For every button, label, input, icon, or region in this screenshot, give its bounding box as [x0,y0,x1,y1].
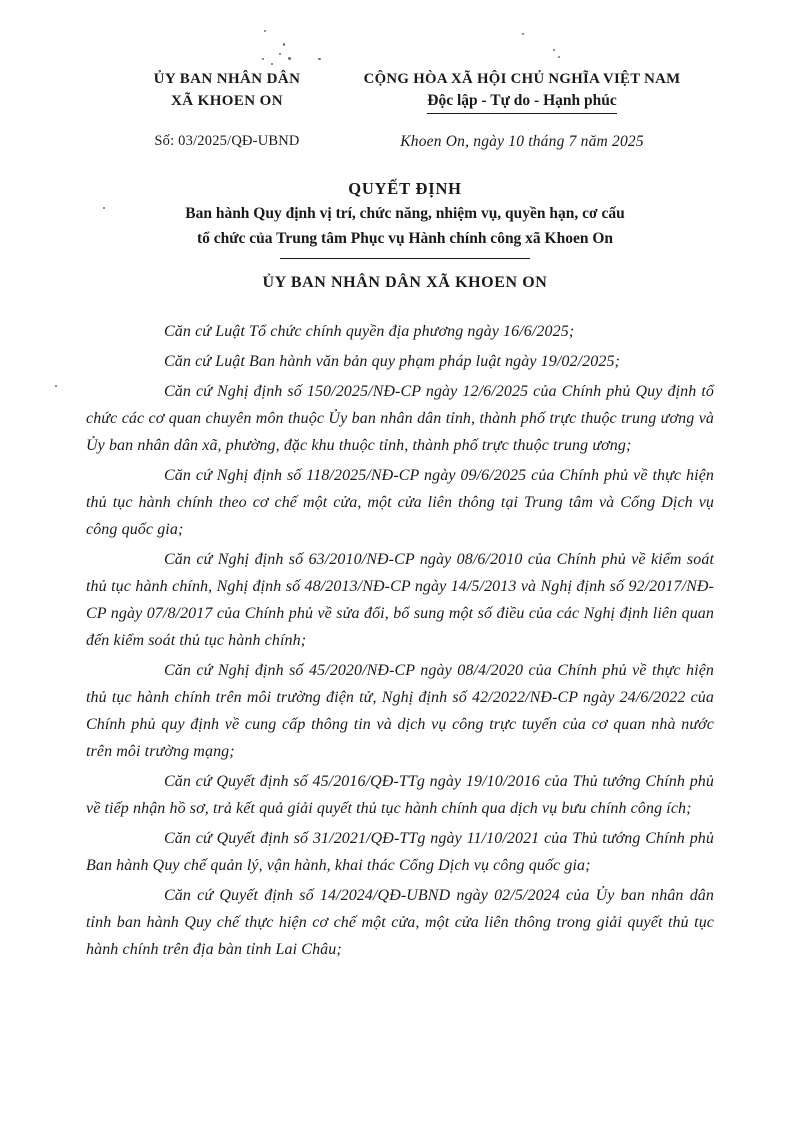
legal-basis-paragraph: Căn cứ Nghị định số 150/2025/NĐ-CP ngày 12/6/2025 của Chính phủ Quy định tổ chức các cơ quan chuyên môn thuộc Ủy ban nhân dân tỉnh, thành phố trực thuộc trung ương và Ủy ban nhân dân xã, phường, đặc khu thuộc tỉnh, thành phố trực thuộc trung ương; [86,383,714,454]
scan-speck [283,43,285,46]
legal-basis-paragraph: Căn cứ Luật Tổ chức chính quyền địa phương ngày 16/6/2025; [164,323,575,340]
legal-basis-paragraph: Căn cứ Luật Ban hành văn bản quy phạm pháp luật ngày 19/02/2025; [164,353,620,370]
legal-basis-paragraph: Căn cứ Nghị định số 118/2025/NĐ-CP ngày 09/6/2025 của Chính phủ về thực hiện thủ tục hành chính theo cơ chế một cửa, một cửa liên thông tại Trung tâm và Cổng Dịch vụ công quốc gia; [86,467,714,538]
title-block [60,177,750,259]
issuer-heading: ỦY BAN NHÂN DÂN XÃ KHOEN ON [262,274,548,291]
place-date-line: Khoen On, ngày 10 tháng 7 năm 2025 [400,133,644,150]
national-motto: Độc lập - Tự do - Hạnh phúc [427,90,616,114]
legal-basis-paragraph: Căn cứ Quyết định số 45/2016/QĐ-TTg ngày 19/10/2016 của Thủ tướng Chính phủ về tiếp nhận hồ sơ, trả kết quả giải quyết thủ tục hành chính qua dịch vụ bưu chính công ích; [86,773,714,817]
title-divider [280,258,530,259]
legal-basis-paragraph: Căn cứ Quyết định số 14/2024/QĐ-UBND ngày 02/5/2024 của Ủy ban nhân dân tỉnh ban hành Quy chế thực hiện cơ chế một cửa, một cửa liên thông trong giải quyết thủ tục hành chính trên địa bàn tỉnh Lai Châu; [86,887,714,958]
scan-speck [522,33,524,35]
legal-basis-paragraph: Căn cứ Nghị định số 45/2020/NĐ-CP ngày 08/4/2020 của Chính phủ về thực hiện thủ tục hành chính trên môi trường điện tử, Nghị định số 42/2022/NĐ-CP ngày 24/6/2022 của Chính phủ quy định về cung cấp thông tin và dịch vụ công trực tuyến của cơ quan nhà nước trên môi trường mạng; [86,662,714,760]
national-header-block [336,68,708,151]
scan-speck [262,58,264,60]
issuing-agency-block [108,68,346,150]
issuing-agency-line1: ỦY BAN NHÂN DÂN [153,71,301,87]
scan-speck [55,385,57,387]
scan-speck [264,30,266,32]
document-subtitle-line1: Ban hành Quy định vị trí, chức năng, nhiệm vụ, quyền hạn, cơ cấu [185,205,625,222]
scan-speck [558,56,560,58]
paragraphs [86,318,714,966]
document-type-title: QUYẾT ĐỊNH [348,179,462,198]
scan-speck [553,49,555,51]
scan-speck [288,57,291,60]
legal-basis-paragraph: Căn cứ Nghị định số 63/2010/NĐ-CP ngày 08/6/2010 của Chính phủ về kiểm soát thủ tục hành chính, Nghị định số 48/2013/NĐ-CP ngày 14/5/2013 và Nghị định số 92/2017/NĐ-CP ngày 07/8/2017 của Chính phủ về sửa đổi, bổ sung một số điều của các Nghị định liên quan đến kiểm soát thủ tục hành chính; [86,551,714,649]
national-name: CỘNG HÒA XÃ HỘI CHỦ NGHĨA VIỆT NAM [363,71,681,87]
issuing-agency-line2: XÃ KHOEN ON [171,93,283,109]
document-number: Số: 03/2025/QĐ-UBND [154,133,300,149]
scan-speck [279,53,281,55]
legal-basis-paragraph: Căn cứ Quyết định số 31/2021/QĐ-TTg ngày 11/10/2021 của Thủ tướng Chính phủ Ban hành Quy chế quản lý, vận hành, khai thác Cổng Dịch vụ công quốc gia; [86,830,714,874]
scan-speck [271,63,273,65]
scan-speck [318,58,321,60]
document-subtitle-line2: tổ chức của Trung tâm Phục vụ Hành chính công xã Khoen On [196,230,614,247]
